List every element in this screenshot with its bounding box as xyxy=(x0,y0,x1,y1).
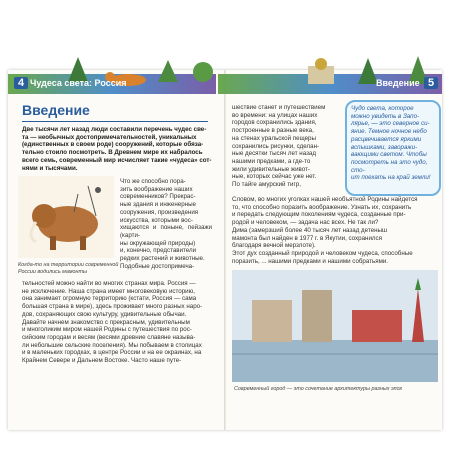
text-line: Давайте начнем знакомство с прекрасным, удивительным xyxy=(22,318,190,326)
bubble-line: вспышками, заворажи- xyxy=(351,143,418,151)
text-line: хищаются и поныне, пейзажи (карти- xyxy=(120,224,212,239)
right-top-column xyxy=(232,104,336,189)
text-line: По тайге амурский тигр, xyxy=(232,181,301,189)
right-page-title: Введение xyxy=(376,78,420,88)
text-line: Дима (замерзший более 40 тысяч лет назад детеныш xyxy=(232,226,387,234)
text-line: благодаря вечной мерзлоте). xyxy=(232,242,316,250)
text-line: ные, которых сейчас уже нет. xyxy=(232,173,317,181)
intro-line: нями и тысячами. xyxy=(22,164,78,172)
text-line: зить воображение наших xyxy=(120,185,193,193)
bubble-line: ит поехать на край земли! xyxy=(351,174,431,182)
text-line: и многоликим миром нашей Родины с путешествия по рос- xyxy=(22,326,192,334)
text-line: и передать следующим поколениям чудеса, созданные при- xyxy=(232,211,406,219)
text-line: искусства, которыми вос- xyxy=(120,216,193,224)
intro-paragraph xyxy=(22,126,212,172)
mammoth-caption xyxy=(18,262,128,275)
text-line: построенные в разные века, xyxy=(232,127,314,135)
text-line: современников? Прекрас- xyxy=(120,193,196,201)
text-line: дов, сохраняющих свою культуру, удивительные обычаи. xyxy=(22,310,187,318)
caption-line: Когда-то на территории современной xyxy=(18,262,119,268)
moscow-city-illustration xyxy=(232,270,438,382)
text-line: не исключение. Наша страна имеет многовековую историю, xyxy=(22,287,195,295)
left-page-number: 4 xyxy=(14,77,28,89)
caption-line: России водились мамонты xyxy=(18,268,87,275)
text-line: она занимает огромную территорию (кстати, Россия — сама xyxy=(22,295,197,303)
intro-line: всего семь, современный мир исчисляет такие «чудеса» сот- xyxy=(22,156,212,164)
text-line: то, что способно поразить воображение. Узнать их, сохранить xyxy=(232,203,412,211)
bubble-line: расцвечивается яркими xyxy=(351,135,422,143)
intro-line: та — необычных достопримечательностей, уникальных xyxy=(22,133,197,141)
text-line: ные здания и инженерные xyxy=(120,201,196,209)
text-line: ные десятки тысяч лет назад xyxy=(232,150,316,158)
text-line: во времени: на улицах наших xyxy=(232,111,318,119)
text-line: жили удивительные живот- xyxy=(232,165,310,173)
bubble-line: лярье, — это северное си- xyxy=(351,120,430,128)
heading-underline xyxy=(22,121,208,122)
bubble-line: Чудо света, которое xyxy=(351,105,414,112)
bubble-line: посмотреть на это чудо, сто- xyxy=(351,158,428,174)
bubble-line: можно увидеть в Запо- xyxy=(351,112,420,120)
text-line: Что же способно пора- xyxy=(120,178,186,185)
cathedral-illustration xyxy=(308,58,334,84)
text-line: родой и человеком, — задача нас всех. Не так ли? xyxy=(232,219,379,227)
text-line: Словом, во многих уголках нашей необъятной Родины найдется xyxy=(232,196,418,203)
left-bottom-paragraph xyxy=(22,280,212,365)
text-line: Крайнем Севере и Дальнем Востоке. Часто наше путе- xyxy=(22,357,182,365)
book-spine xyxy=(224,70,226,430)
intro-line: тельно стоило посмотреть. В Древнем мире их набралось xyxy=(22,149,203,157)
city-caption: Современный город — это сочетание архитектуры разных эпох xyxy=(234,386,403,392)
banner-scenery-illustration xyxy=(8,52,442,96)
text-line: сооружения, произведения xyxy=(120,208,199,216)
text-line: сийским городам и весям (весями древние славяне называ- xyxy=(22,333,196,341)
mammoth-illustration xyxy=(18,176,114,258)
left-page-title: Чудеса света: Россия xyxy=(30,78,127,88)
text-line: Подобные достопримеча- xyxy=(120,262,195,270)
right-page-number: 5 xyxy=(424,77,438,89)
text-line: на стенах уральской пещеры xyxy=(232,134,316,142)
text-line: сохранились рисунки, сделан- xyxy=(232,142,320,150)
left-side-column xyxy=(120,178,212,270)
text-line: городов сохранились здания, xyxy=(232,119,317,127)
intro-line: Две тысячи лет назад люди составили перечень чудес све- xyxy=(22,126,207,133)
aurora-fact-text xyxy=(351,105,433,182)
text-line: тельностей можно найти во многих странах мира. Россия — xyxy=(22,280,196,287)
text-line: и в маленьких городках, в центре России и на ее окраинах, на xyxy=(22,349,202,357)
intro-line: (единственных в своем роде) сооружений, которые обяза- xyxy=(22,141,204,149)
text-line: мамонта был найден в 1977 г. в Якутии, сохранился xyxy=(232,234,382,242)
text-line: шествие станет и путешествием xyxy=(232,104,326,111)
bubble-line: вающими светом. Чтобы xyxy=(351,151,427,159)
text-line: Этот дух созданный природой и человеком чудеса, способные xyxy=(232,249,413,257)
text-line: большая страна в мире), здесь проживает много разных наро- xyxy=(22,303,203,311)
text-line: поразить, ... нашими предками и нашими собратьями. xyxy=(232,257,389,265)
text-line: и, конечно, представители xyxy=(120,247,197,255)
text-line: редких растений и животные. xyxy=(120,255,205,263)
right-full-paragraph xyxy=(232,196,436,265)
bubble-line: яние. Темное ночное небо xyxy=(351,128,427,136)
text-line: ли небольшие сельские поселения). Мы побываем в столицах xyxy=(22,341,202,349)
section-heading: Введение xyxy=(22,102,90,118)
text-line: ны окружающей природы) xyxy=(120,239,196,247)
text-line: нашими предками, а где-то xyxy=(232,157,311,165)
